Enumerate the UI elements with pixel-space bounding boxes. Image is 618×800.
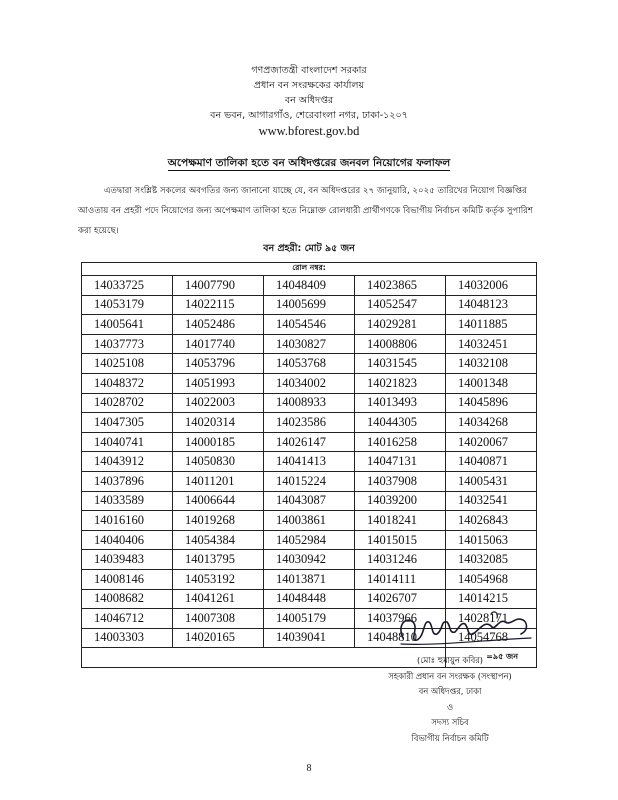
roll-number-cell: 14037773 bbox=[82, 334, 173, 354]
department-name: বন অধিদপ্তর bbox=[284, 95, 334, 106]
roll-number-cell: 14053796 bbox=[173, 354, 264, 374]
total-count: =৯৫ জন bbox=[446, 648, 537, 668]
roll-number-cell: 14022115 bbox=[173, 295, 264, 315]
roll-number-cell: 14005699 bbox=[264, 295, 355, 315]
roll-number-cell: 14032451 bbox=[446, 334, 537, 354]
roll-number-cell: 14014111 bbox=[355, 569, 446, 589]
roll-number-cell: 14047131 bbox=[355, 452, 446, 472]
roll-number-cell: 14030827 bbox=[264, 334, 355, 354]
roll-number-cell: 14026843 bbox=[446, 511, 537, 531]
table-row bbox=[82, 432, 537, 452]
roll-number-cell: 14037966 bbox=[355, 609, 446, 629]
roll-number-cell: 14005641 bbox=[82, 315, 173, 335]
table-row bbox=[82, 373, 537, 393]
roll-number-cell: 14047305 bbox=[82, 413, 173, 433]
roll-number-cell: 14008806 bbox=[355, 334, 446, 354]
table-row bbox=[82, 452, 537, 472]
roll-number-cell: 14044305 bbox=[355, 413, 446, 433]
roll-number-cell: 14026707 bbox=[355, 589, 446, 609]
roll-number-cell: 14015063 bbox=[446, 530, 537, 550]
roll-number-cell: 14008146 bbox=[82, 569, 173, 589]
roll-number-cell: 14007308 bbox=[173, 609, 264, 629]
roll-number-cell: 14006644 bbox=[173, 491, 264, 511]
roll-number-cell: 14053179 bbox=[82, 295, 173, 315]
roll-number-cell: 14029281 bbox=[355, 315, 446, 335]
roll-number-cell: 14048372 bbox=[82, 373, 173, 393]
roll-number-cell: 14016258 bbox=[355, 432, 446, 452]
table-row bbox=[82, 550, 537, 570]
roll-number-cell: 14011885 bbox=[446, 315, 537, 335]
roll-number-cell: 14001348 bbox=[446, 373, 537, 393]
roll-number-cell: 14034002 bbox=[264, 373, 355, 393]
roll-number-cell: 14054768 bbox=[446, 628, 537, 648]
roll-number-cell: 14052984 bbox=[264, 530, 355, 550]
roll-number-cell: 14040871 bbox=[446, 452, 537, 472]
roll-number-cell: 14051993 bbox=[173, 373, 264, 393]
roll-number-cell: 14000185 bbox=[173, 432, 264, 452]
roll-number-cell: 14018241 bbox=[355, 511, 446, 531]
roll-number-cell: 14032085 bbox=[446, 550, 537, 570]
roll-number-cell: 14048810 bbox=[355, 628, 446, 648]
roll-number-cell: 14026147 bbox=[264, 432, 355, 452]
roll-number-cell: 14020314 bbox=[173, 413, 264, 433]
roll-number-cell: 14037908 bbox=[355, 471, 446, 491]
table-row bbox=[82, 530, 537, 550]
roll-number-cell: 14023865 bbox=[355, 276, 446, 296]
table-row bbox=[82, 569, 537, 589]
roll-number-cell: 14022003 bbox=[173, 393, 264, 413]
roll-number-cell: 14053192 bbox=[173, 569, 264, 589]
handwritten-signature bbox=[395, 608, 535, 650]
roll-number-cell: 14034268 bbox=[446, 413, 537, 433]
roll-number-cell: 14032541 bbox=[446, 491, 537, 511]
website-url: www.bforest.gov.bd bbox=[258, 124, 360, 138]
roll-number-cell: 14025108 bbox=[82, 354, 173, 374]
office-name: প্রধান বন সংরক্ষকের কার্যালয় bbox=[253, 80, 365, 91]
table-row bbox=[82, 511, 537, 531]
roll-number-cell: 14008682 bbox=[82, 589, 173, 609]
roll-number-cell: 14054384 bbox=[173, 530, 264, 550]
roll-number-cell: 14048409 bbox=[264, 276, 355, 296]
roll-number-cell: 14041413 bbox=[264, 452, 355, 472]
signatory-office: বন অধিদপ্তর, ঢাকা bbox=[418, 686, 482, 696]
table-header: রোল নম্বর: bbox=[82, 263, 537, 276]
signatory-conjunction: ও bbox=[446, 701, 454, 712]
roll-number-cell: 14039200 bbox=[355, 491, 446, 511]
office-address: বন ভবন, আগারগাঁও, শেরেবাংলা নগর, ঢাকা-১২০৭ bbox=[210, 110, 408, 121]
table-row bbox=[82, 315, 537, 335]
total-row-blank-cell bbox=[173, 648, 264, 668]
roll-number-cell: 14039041 bbox=[264, 628, 355, 648]
roll-number-cell: 14054546 bbox=[264, 315, 355, 335]
signatory-name: (মোঃ হুমায়ুন কবির) bbox=[416, 655, 484, 665]
page-number: 8 bbox=[306, 763, 312, 774]
roll-number-cell: 14020067 bbox=[446, 432, 537, 452]
roll-number-cell: 14008933 bbox=[264, 393, 355, 413]
roll-number-cell: 14033589 bbox=[82, 491, 173, 511]
roll-number-cell: 14043912 bbox=[82, 452, 173, 472]
document-title-text: অপেক্ষমাণ তালিকা হতে বন অধিদপ্তরের জনবল নিয়োগের ফলাফল bbox=[167, 157, 451, 169]
document-title bbox=[0, 156, 618, 173]
roll-number-cell: 14031545 bbox=[355, 354, 446, 374]
roll-number-cell: 14048448 bbox=[264, 589, 355, 609]
post-subtitle: বন প্রহরী: মোট ৯৫ জন bbox=[263, 243, 355, 254]
roll-number-cell: 14040741 bbox=[82, 432, 173, 452]
roll-number-cell: 14032006 bbox=[446, 276, 537, 296]
roll-number-cell: 14015224 bbox=[264, 471, 355, 491]
table-row bbox=[82, 276, 537, 296]
roll-number-cell: 14015015 bbox=[355, 530, 446, 550]
roll-number-cell: 14013795 bbox=[173, 550, 264, 570]
table-row bbox=[82, 334, 537, 354]
roll-number-cell: 14007790 bbox=[173, 276, 264, 296]
roll-number-cell: 14023586 bbox=[264, 413, 355, 433]
roll-number-cell: 14005179 bbox=[264, 609, 355, 629]
roll-number-cell: 14043087 bbox=[264, 491, 355, 511]
government-name: গণপ্রজাতন্ত্রী বাংলাদেশ সরকার bbox=[251, 65, 367, 76]
roll-number-cell: 14037896 bbox=[82, 471, 173, 491]
roll-number-cell: 14016160 bbox=[82, 511, 173, 531]
roll-number-cell: 14052486 bbox=[173, 315, 264, 335]
roll-number-cell: 14020165 bbox=[173, 628, 264, 648]
roll-number-cell: 14013493 bbox=[355, 393, 446, 413]
table-row bbox=[82, 589, 537, 609]
roll-number-cell: 14014215 bbox=[446, 589, 537, 609]
roll-number-cell: 14003861 bbox=[264, 511, 355, 531]
roll-number-cell: 14005431 bbox=[446, 471, 537, 491]
roll-number-cell: 14046712 bbox=[82, 609, 173, 629]
roll-number-cell: 14003303 bbox=[82, 628, 173, 648]
roll-number-cell: 14021823 bbox=[355, 373, 446, 393]
roll-number-cell: 14045896 bbox=[446, 393, 537, 413]
office-header bbox=[0, 63, 618, 139]
signatory-block bbox=[340, 653, 560, 746]
table-row bbox=[82, 295, 537, 315]
roll-number-cell: 14031246 bbox=[355, 550, 446, 570]
table-row bbox=[82, 354, 537, 374]
table-row bbox=[82, 413, 537, 433]
roll-number-cell: 14011201 bbox=[173, 471, 264, 491]
table-row bbox=[82, 471, 537, 491]
total-row-blank-cell bbox=[82, 648, 173, 668]
roll-number-cell: 14028171 bbox=[446, 609, 537, 629]
table-row bbox=[82, 393, 537, 413]
roll-number-cell: 14019268 bbox=[173, 511, 264, 531]
signatory-designation: সহকারী প্রধান বন সংরক্ষক (সংস্থাপন) bbox=[388, 670, 512, 681]
roll-number-cell: 14033725 bbox=[82, 276, 173, 296]
roll-number-cell: 14054968 bbox=[446, 569, 537, 589]
signatory-committee: বিভাগীয় নির্বাচন কমিটি bbox=[411, 732, 489, 743]
roll-number-cell: 14039483 bbox=[82, 550, 173, 570]
roll-number-cell: 14040406 bbox=[82, 530, 173, 550]
notice-paragraph: এতদ্বারা সংশ্লিষ্ট সকলের অবগতির জন্য জানানো যাচ্ছে যে, বন অধিদপ্তরের ২৭ জানুয়ারি, ২০২৫ তারিখের নিয়োগ বিজ্ঞপ্তির আওতায় বন প্রহরী পদে নিয়োগের জন্য অপেক্ষমাণ তালিকা হতে নিম্নোক্ত রোলধারী প্রার্থীগণকে বিভাগীয় নির্বাচন কমিটি কর্তৃক সুপারিশ করা হয়েছে। bbox=[78, 186, 533, 236]
roll-number-cell: 14048123 bbox=[446, 295, 537, 315]
roll-number-cell: 14030942 bbox=[264, 550, 355, 570]
roll-number-table bbox=[81, 262, 537, 668]
signatory-role: সদস্য সচিব bbox=[431, 717, 469, 727]
roll-number-cell: 14052547 bbox=[355, 295, 446, 315]
table-row bbox=[82, 491, 537, 511]
roll-number-cell: 14041261 bbox=[173, 589, 264, 609]
roll-number-cell: 14013871 bbox=[264, 569, 355, 589]
roll-number-cell: 14017740 bbox=[173, 334, 264, 354]
roll-number-cell: 14050830 bbox=[173, 452, 264, 472]
roll-number-cell: 14053768 bbox=[264, 354, 355, 374]
roll-number-cell: 14032108 bbox=[446, 354, 537, 374]
roll-number-cell: 14028702 bbox=[82, 393, 173, 413]
